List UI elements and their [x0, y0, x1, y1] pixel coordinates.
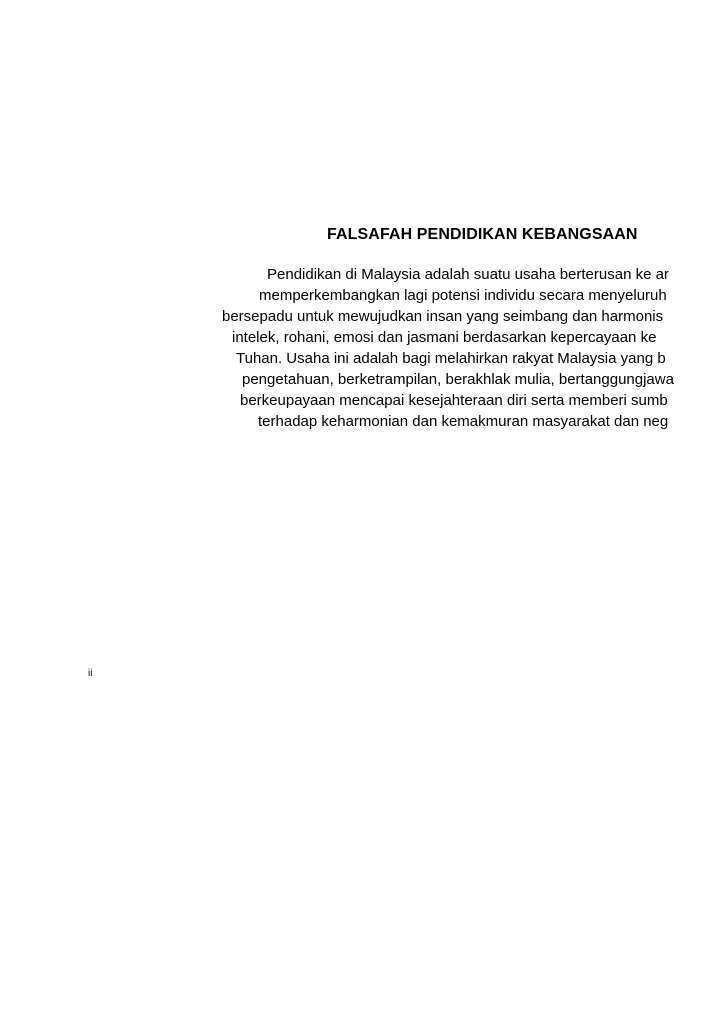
paragraph-line: terhadap keharmonian dan kemakmuran masyarakat dan neg — [258, 413, 669, 430]
paragraph-line: pengetahuan, berketrampilan, berakhlak mulia, bertanggungjawa — [242, 371, 674, 388]
page-title: FALSAFAH PENDIDIKAN KEBANGSAAN — [327, 226, 638, 243]
paragraph-line: Pendidikan di Malaysia adalah suatu usaha berterusan ke ar — [267, 266, 669, 283]
paragraph-line: bersepadu untuk mewujudkan insan yang seimbang dan harmonis — [222, 308, 664, 325]
paragraph-line: memperkembangkan lagi potensi individu secara menyeluruh — [259, 287, 667, 304]
page-number: ii — [88, 668, 93, 679]
paragraph-line: Tuhan. Usaha ini adalah bagi melahirkan rakyat Malaysia yang b — [236, 350, 666, 367]
paragraph-line: berkeupayaan mencapai kesejahteraan diri serta memberi sumb — [240, 392, 668, 409]
paragraph-line: intelek, rohani, emosi dan jasmani berdasarkan kepercayaan ke — [232, 329, 657, 346]
